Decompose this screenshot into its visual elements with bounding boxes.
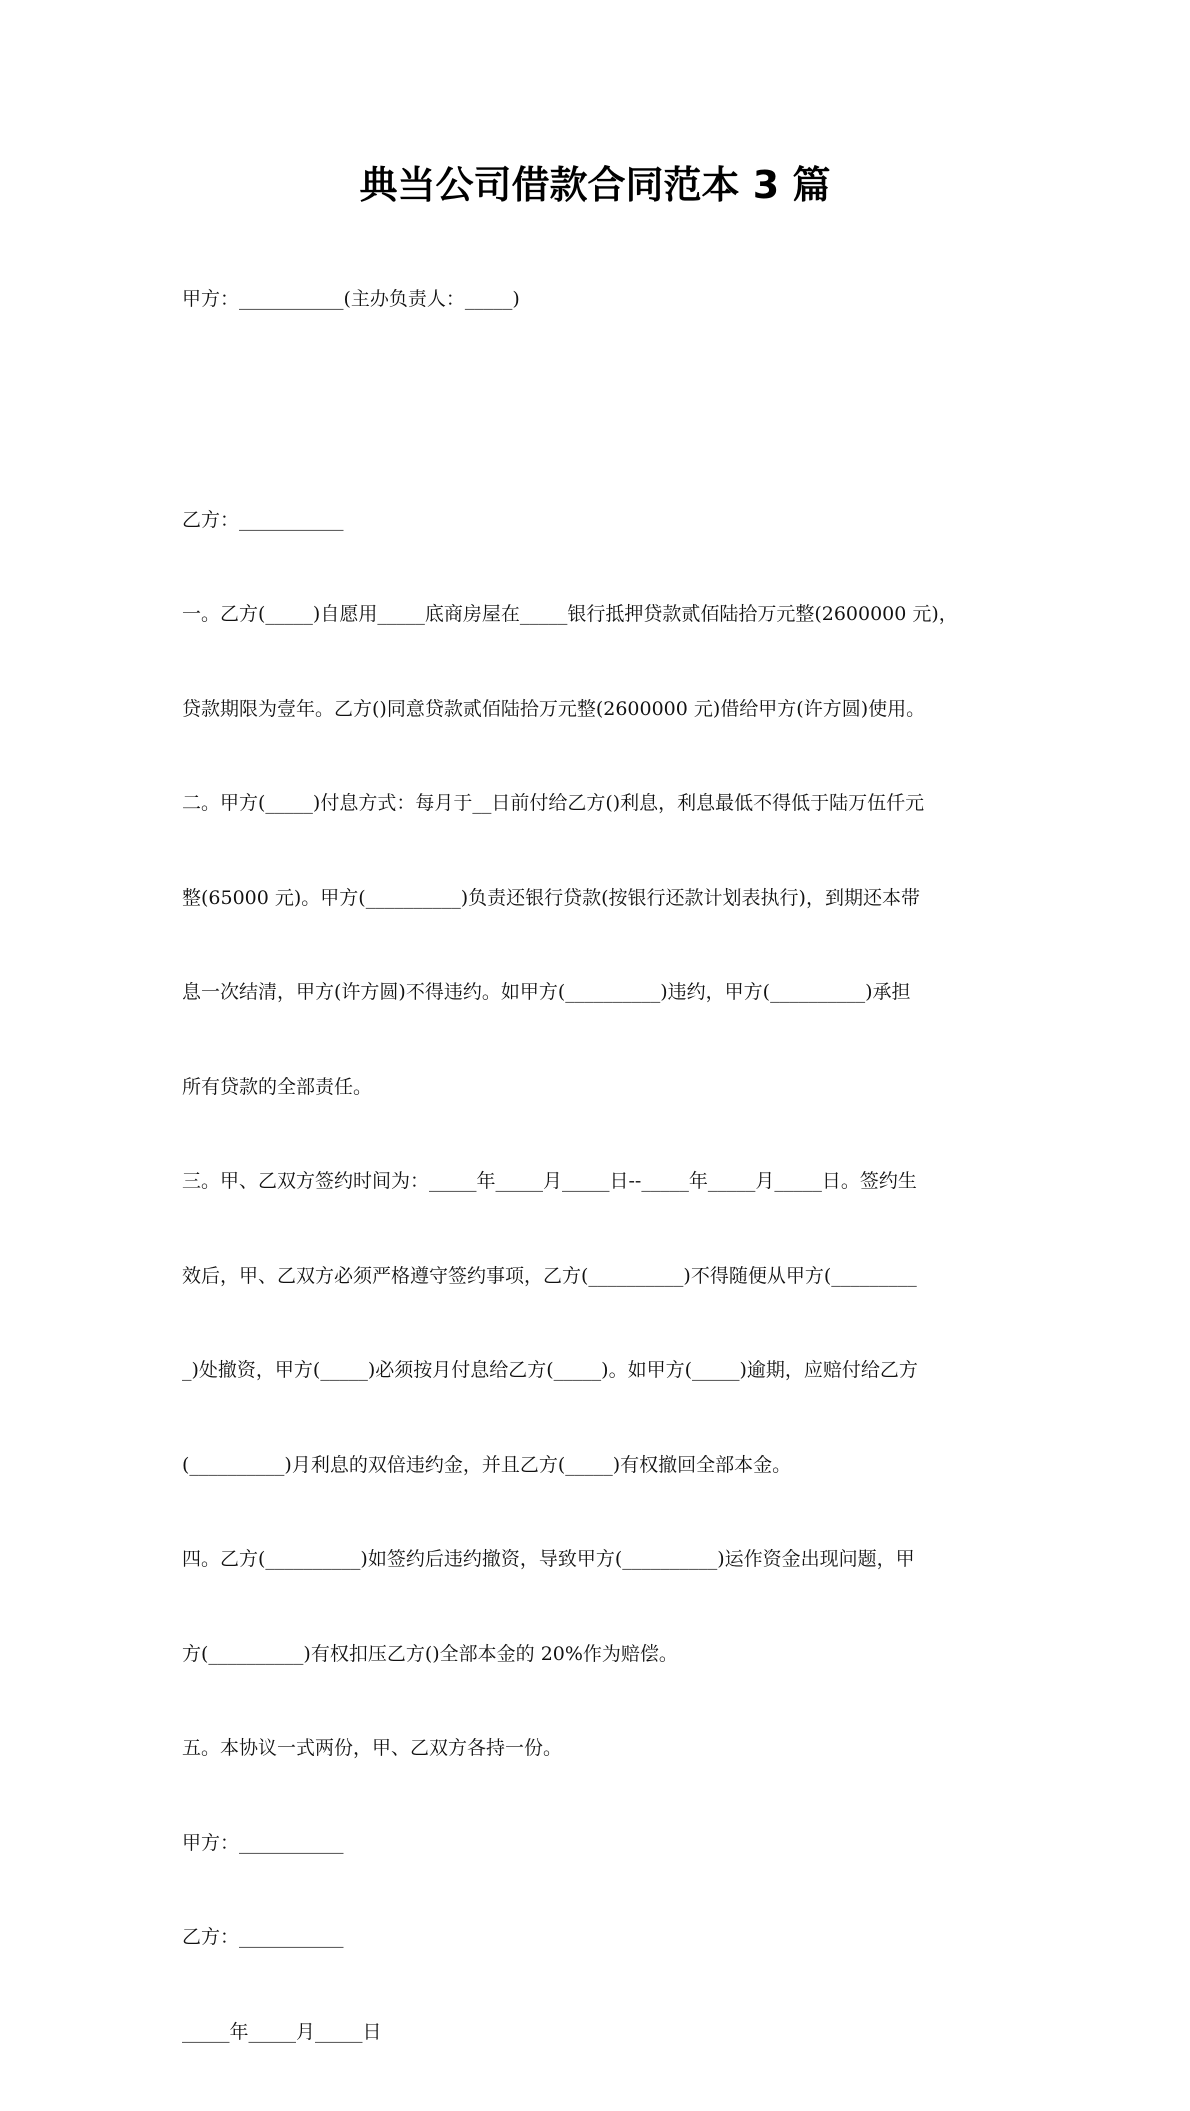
party-b-header-line: 乙方：___________: [182, 508, 344, 531]
document-body: [182, 221, 1017, 2111]
signature-date: _____年_____月_____日: [182, 2020, 382, 2043]
party-a-header-line: 甲方：___________(主办负责人：_____): [182, 288, 520, 310]
clause-5-line: 五。本协议一式两份，甲、乙双方各持一份。: [182, 1737, 563, 1759]
clause-1-line-2: 贷款期限为壹年。乙方()同意贷款贰佰陆拾万元整(2600000 元)借给甲方(许方圆)使用。: [182, 697, 926, 720]
clause-3-line-3: _)处撤资，甲方(_____)必须按月付息给乙方(_____)。如甲方(_____)逾期，应赔付给乙方: [182, 1359, 918, 1381]
signature-party-a: 甲方：___________: [182, 1831, 344, 1854]
clause-2-line-1: 二。甲方(_____)付息方式：每月于__日前付给乙方()利息，利息最低不得低于陆万伍仟元: [182, 792, 925, 814]
clause-4-line-2: 方(__________)有权扣压乙方()全部本金的 20%作为赔偿。: [182, 1642, 678, 1665]
clause-2-line-4: 所有贷款的全部责任。: [182, 1075, 373, 1098]
clause-1-line-1: 一。乙方(_____)自愿用_____底商房屋在_____银行抵押贷款贰佰陆拾万元整(2600000 元)，: [182, 603, 958, 625]
clause-2-line-2: 整(65000 元)。甲方(__________)负责还银行贷款(按银行还款计划表执行)，到期还本带: [182, 886, 920, 909]
clause-3-line-4: (__________)月利息的双倍违约金，并且乙方(_____)有权撤回全部本金。: [182, 1453, 792, 1476]
document-title: 典当公司借款合同范本 3 篇: [359, 163, 831, 207]
clause-4-line-1: 四。乙方(__________)如签约后违约撤资，导致甲方(__________)运作资金出现问题，甲: [182, 1548, 915, 1570]
clause-3-line-1: 三。甲、乙双方签约时间为：_____年_____月_____日--_____年_____月_____日。签约生: [182, 1170, 917, 1192]
blank-gap: [182, 379, 1017, 442]
signature-party-b: 乙方：___________: [182, 1926, 344, 1948]
clause-2-line-3: 息一次结清，甲方(许方圆)不得违约。如甲方(__________)违约，甲方(__________)承担: [182, 981, 911, 1003]
clause-3-line-2: 效后，甲、乙双方必须严格遵守签约事项，乙方(__________)不得随便从甲方(_________: [182, 1264, 917, 1287]
